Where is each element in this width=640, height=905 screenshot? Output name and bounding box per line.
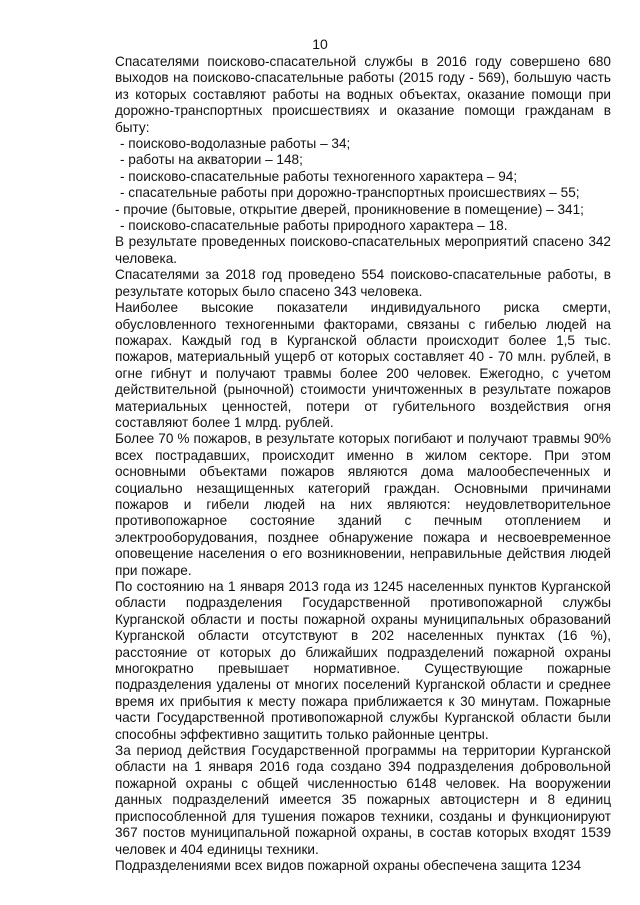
list-item: - прочие (бытовые, открытие дверей, проникновение в помещение) – 341; [115, 201, 584, 217]
list-item: - поисково-водолазные работы – 34; [120, 136, 351, 152]
list-item: - работы на акватории – 148; [120, 152, 303, 168]
paragraph-fire-risk: Наиболее высокие показатели индивидуального риска смерти, обусловленного техногенными факторами, связаны с гибелью людей на пожарах. Каждый год в Курганской области происходит более 1,5 тыс. пожаров, материальный ущерб от которых составляет 40 - 70 млн. рублей, в огне гибнут и получают травмы более 200 человек. Ежегодно, с учетом действительной (рыночной) стоимости уничтоженных в результате пожаров материальных ценностей, потери от губительного воздействия огня составляют более 1 млрд. рублей. [115, 300, 611, 430]
paragraph-coverage-2013: По состоянию на 1 января 2013 года из 1245 населенных пунктов Курганской области подразделения Государственной противопожарной службы Курганской области и посты пожарной охраны муниципальных образований Курганской области отсутствуют в 202 населенных пунктах (16 %), расстояние от которых до ближайших подразделений пожарной охраны многократно превышает нормативное. Существующие пожарные подразделения удалены от многих поселений Курганской области и среднее время их прибытия к месту пожара приближается к 30 минутам. Пожарные части Государственной противопожарной службы Курганской области были способны эффективно защитить только районные центры. [115, 579, 611, 742]
page-number: 10 [312, 36, 328, 52]
list-item: - поисково-спасательные работы техногенного характера – 94; [120, 168, 518, 184]
document-body [115, 54, 611, 874]
paragraph-rescued-2016: В результате проведенных поисково-спасательных мероприятий спасено 342 человека. [115, 234, 611, 266]
paragraph-rescued-2018: Спасателями за 2018 год проведено 554 поисково-спасательные работы, в результате которых было спасено 343 человека. [115, 267, 611, 299]
paragraph-residential-fires: Более 70 % пожаров, в результате которых погибают и получают травмы 90% всех пострадавших, происходит именно в жилом секторе. При этом основными объектами пожаров являются дома малообеспеченных и социально незащищенных категорий граждан. Основными причинами пожаров и гибели людей на них являются: неудовлетворительное противопожарное состояние зданий с печным отоплением и электрооборудования, позднее обнаружение пожара и несвоевременное оповещение населения о его возникновении, неправильные действия людей при пожаре. [115, 431, 611, 578]
paragraph-program-2016: За период действия Государственной программы на территории Курганской области на 1 января 2016 года создано 394 подразделения добровольной пожарной охраны с общей численностью 6148 человек. На вооружении данных подразделений имеется 35 пожарных автоцистерн и 8 единиц приспособленной для тушения пожаров техники, созданы и функционируют 367 постов муниципальной пожарной охраны, в состав которых входят 1539 человек и 404 единицы техники. [115, 743, 611, 857]
paragraph-intro: Спасателями поисково-спасательной службы в 2016 году совершено 680 выходов на поисково-спасательные работы (2015 году - 569), большую часть из которых составляют работы на водных объектах, оказание помощи при дорожно-транспортных происшествиях и оказание помощи гражданам в быту: [115, 54, 611, 135]
operations-list [115, 136, 611, 234]
list-item: - спасательные работы при дорожно-транспортных происшествиях – 55; [120, 185, 580, 201]
paragraph-closing: Подразделениями всех видов пожарной охраны обеспечена защита 1234 [115, 857, 582, 873]
list-item: - поисково-спасательные работы природного характера – 18. [120, 218, 508, 234]
